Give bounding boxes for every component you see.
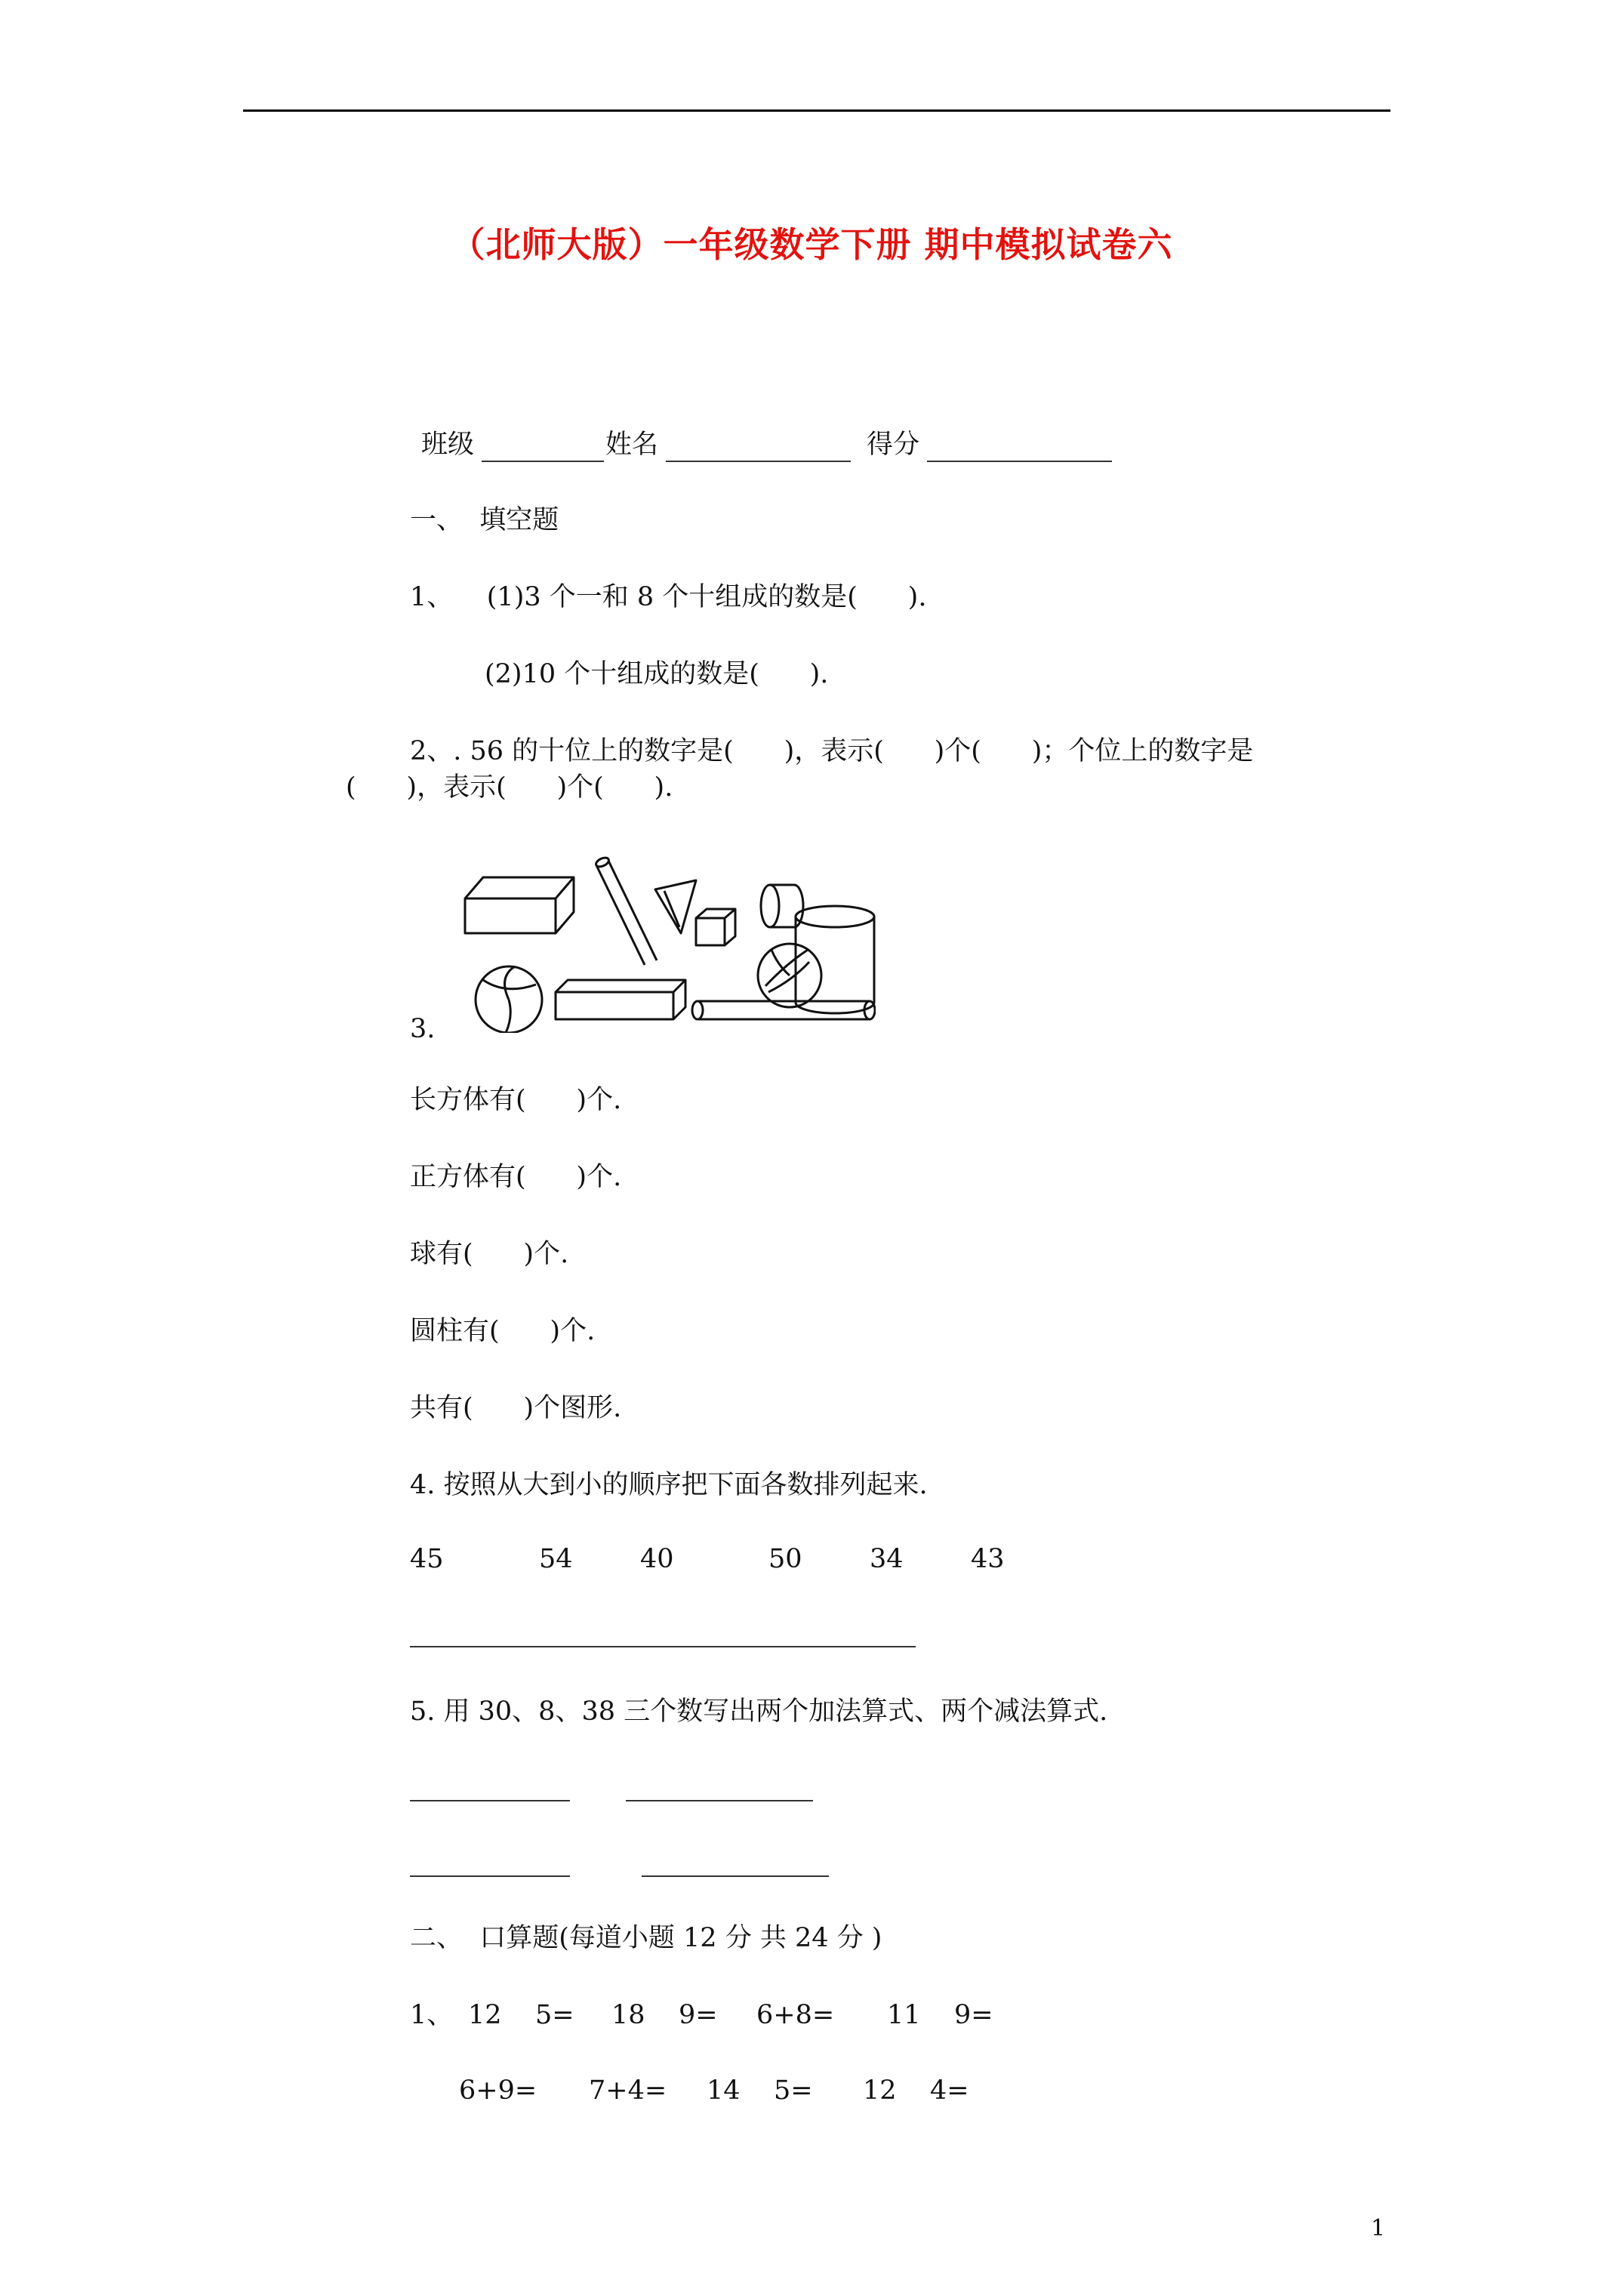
page-number: 1 — [1371, 2215, 1386, 2242]
math-item: 12 5= — [468, 2000, 574, 2030]
triangle-shape — [655, 880, 696, 933]
cuboid-shape-1 — [465, 877, 574, 933]
q5-answer-line[interactable] — [626, 1800, 813, 1801]
q4-number: 54 — [539, 1544, 573, 1574]
math-item: 11 9= — [887, 2000, 993, 2030]
q4-answer-line[interactable] — [410, 1646, 916, 1647]
q4-number: 50 — [768, 1544, 802, 1574]
math-item: 12 4= — [863, 2076, 969, 2106]
cuboid-shape-2 — [556, 980, 685, 1019]
q5-answer-line[interactable] — [410, 1875, 570, 1877]
q3-ball: 球有( )个. — [410, 1239, 569, 1269]
cube-shape — [696, 909, 735, 945]
q3-cuboid: 长方体有( )个. — [410, 1085, 622, 1115]
section2-heading: 二、 口算题(每道小题 12 分 共 24 分 ) — [410, 1923, 882, 1953]
math-item: 7+4= — [589, 2076, 667, 2106]
top-rule — [243, 109, 1390, 112]
score-label: 得分 — [867, 430, 920, 460]
q4-number: 43 — [971, 1544, 1005, 1574]
page-title: （北师大版）一年级数学下册 期中模拟试卷六 — [450, 224, 1173, 265]
row1-label: 1、 — [410, 2000, 454, 2030]
class-label: 班级 — [421, 430, 475, 460]
cylinder-rod-shape — [595, 856, 657, 965]
cylinder-shape-small — [761, 885, 803, 927]
question-4: 4. 按照从大到小的顺序把下面各数排列起来. — [410, 1470, 928, 1500]
name-label: 姓名 — [605, 430, 659, 460]
math-item: 18 9= — [611, 2000, 718, 2030]
cylinder-shape-tall — [796, 906, 874, 1013]
question-2-line1: 2、. 56 的十位上的数字是( )，表示( )个( )；个位上的数字是 — [410, 736, 1254, 766]
math-item: 14 5= — [707, 2076, 813, 2106]
question-1-2: (2)10 个十组成的数是( ). — [485, 659, 829, 689]
question-2-line2: ( )，表示( )个( ). — [346, 772, 673, 803]
shapes-figure — [453, 844, 876, 1033]
ball-shape-2 — [758, 944, 821, 1007]
question-5: 5. 用 30、8、38 三个数写出两个加法算式、两个减法算式. — [410, 1697, 1108, 1727]
score-blank[interactable] — [927, 461, 1112, 462]
section1-heading: 一、 填空题 — [410, 505, 559, 535]
q3-total: 共有( )个图形. — [410, 1393, 622, 1423]
q4-number: 34 — [870, 1544, 904, 1574]
q5-answer-line[interactable] — [410, 1800, 570, 1801]
q5-answer-line[interactable] — [642, 1875, 829, 1877]
q3-cube: 正方体有( )个. — [410, 1162, 622, 1192]
question-3-number: 3. — [410, 1014, 436, 1044]
q3-cylinder: 圆柱有( )个. — [410, 1316, 596, 1346]
ball-shape-1 — [476, 966, 542, 1033]
math-item: 6+8= — [756, 2000, 835, 2030]
math-item: 6+9= — [459, 2076, 537, 2106]
q4-number: 45 — [410, 1544, 444, 1574]
name-blank[interactable] — [666, 461, 851, 462]
cylinder-rod-horizontal — [692, 1001, 875, 1019]
class-blank[interactable] — [482, 461, 604, 462]
question-1-1: 1、 (1)3 个一和 8 个十组成的数是( ). — [410, 582, 927, 612]
q4-number: 40 — [640, 1544, 674, 1574]
